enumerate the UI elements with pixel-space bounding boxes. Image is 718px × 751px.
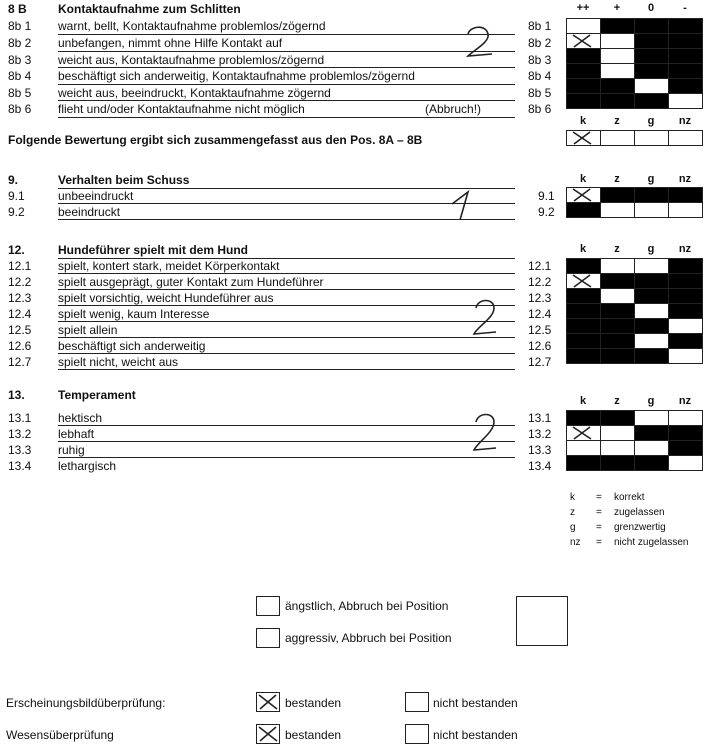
legend-key: g <box>570 522 576 533</box>
col-header: g <box>647 243 655 255</box>
row-num: 12.7 <box>8 355 32 369</box>
row-num-right: 12.3 <box>528 291 552 305</box>
row-num-right: 9.2 <box>538 205 555 219</box>
row-num-right: 13.1 <box>528 411 552 425</box>
col-header: k <box>579 173 587 185</box>
summary-text: Folgende Bewertung ergibt sich zusammengefasst aus den Pos. 8A – 8B <box>8 133 423 147</box>
legend-value: korrekt <box>614 492 645 503</box>
abbruch-position-box[interactable] <box>516 596 568 646</box>
checked-cell[interactable] <box>567 188 601 203</box>
col-header: z <box>614 173 620 185</box>
wesen-fail-label: nicht bestanden <box>433 728 518 742</box>
row-text: beschäftigt sich anderweitig, Kontaktaufnahme problemlos/zögernd <box>58 69 415 83</box>
result-label-erscheinungsbild: Erscheinungsbildüberprüfung: <box>6 696 166 710</box>
legend-eq: = <box>596 492 602 503</box>
section-12-title: Hundeführer spielt mit dem Hund <box>58 243 249 257</box>
legend-eq: = <box>596 507 602 518</box>
col-header: z <box>614 395 620 407</box>
col-header: - <box>683 2 687 14</box>
col-header: + <box>613 2 621 14</box>
row-text: spielt wenig, kaum Interesse <box>58 307 210 321</box>
row-text: beschäftigt sich anderweitig <box>58 339 206 353</box>
col-header: k <box>579 115 587 127</box>
section-8b-code: 8 B <box>8 2 27 16</box>
row-text: lebhaft <box>58 427 95 441</box>
row-num: 8b 1 <box>8 19 32 33</box>
handwritten-rating-8b <box>460 22 500 62</box>
row-num: 9.1 <box>8 189 25 203</box>
legend-key: z <box>570 507 575 518</box>
row-text: spielt ausgeprägt, guter Kontakt zum Hundeführer <box>58 275 324 289</box>
row-num: 8b 3 <box>8 53 32 67</box>
erscheinungsbild-pass-label: bestanden <box>285 696 342 710</box>
handwritten-rating-9 <box>440 188 480 224</box>
row-num-right: 8b 6 <box>528 102 552 116</box>
row-text: spielt allein <box>58 323 118 337</box>
col-header: nz <box>678 115 692 127</box>
col-header: ++ <box>576 2 590 14</box>
row-text: spielt nicht, weicht aus <box>58 355 179 369</box>
col-header: 0 <box>647 2 655 14</box>
handwritten-rating-13 <box>468 410 504 454</box>
checked-cell[interactable] <box>567 426 601 441</box>
result-label-wesen: Wesensüberprüfung <box>6 728 114 742</box>
row-num-right: 12.1 <box>528 259 552 273</box>
rating-grid-13 <box>566 410 703 471</box>
legend-eq: = <box>596 537 602 548</box>
section-13-title: Temperament <box>58 388 136 402</box>
row-text: lethargisch <box>58 459 117 473</box>
row-text: flieht und/oder Kontaktaufnahme nicht möglich <box>58 102 305 116</box>
erscheinungsbild-fail-checkbox[interactable] <box>405 692 429 712</box>
row-text: unbeeindruckt <box>58 189 134 203</box>
section-9-code: 9. <box>8 173 19 187</box>
row-num-right: 13.4 <box>528 459 552 473</box>
abbruch-note: (Abbruch!) <box>425 102 482 116</box>
section-12-code: 12. <box>8 243 25 257</box>
row-num-right: 9.1 <box>538 189 555 203</box>
col-header: nz <box>678 395 692 407</box>
row-text: ruhig <box>58 443 85 457</box>
col-header: nz <box>678 173 692 185</box>
checked-cell[interactable] <box>567 274 601 289</box>
handwritten-rating-12 <box>468 296 504 338</box>
col-header: nz <box>678 243 692 255</box>
summary-grid <box>566 130 703 146</box>
row-num: 12.1 <box>8 259 32 273</box>
row-num-right: 12.5 <box>528 323 552 337</box>
wesen-pass-checkbox[interactable] <box>256 724 280 744</box>
row-num: 13.1 <box>8 411 32 425</box>
row-num: 12.3 <box>8 291 32 305</box>
col-header: k <box>579 243 587 255</box>
row-num: 12.2 <box>8 275 32 289</box>
legend-eq: = <box>596 522 602 533</box>
row-text: warnt, bellt, Kontaktaufnahme problemlos/zögernd <box>58 19 326 33</box>
section-13-code: 13. <box>8 388 25 402</box>
row-num: 8b 4 <box>8 69 32 83</box>
col-header: k <box>579 395 587 407</box>
row-text: weicht aus, Kontaktaufnahme problemlos/zögernd <box>58 53 325 67</box>
row-num: 12.4 <box>8 307 32 321</box>
row-text: unbefangen, nimmt ohne Hilfe Kontakt auf <box>58 36 283 50</box>
col-header: z <box>614 243 620 255</box>
row-num-right: 8b 3 <box>528 53 552 67</box>
section-8b-title: Kontaktaufnahme zum Schlitten <box>58 2 241 16</box>
row-text: hektisch <box>58 411 103 425</box>
col-header: g <box>647 173 655 185</box>
wesen-pass-label: bestanden <box>285 728 342 742</box>
erscheinungsbild-fail-label: nicht bestanden <box>433 696 518 710</box>
row-num: 12.6 <box>8 339 32 353</box>
row-num-right: 13.3 <box>528 443 552 457</box>
aggressiv-label: aggressiv, Abbruch bei Position <box>285 631 452 645</box>
row-num: 8b 6 <box>8 102 32 116</box>
rating-grid-9 <box>566 187 703 218</box>
row-num: 8b 2 <box>8 36 32 50</box>
col-header: g <box>647 395 655 407</box>
row-num-right: 8b 1 <box>528 19 552 33</box>
row-text: beeindruckt <box>58 205 121 219</box>
row-num: 9.2 <box>8 205 25 219</box>
row-num-right: 8b 5 <box>528 86 552 100</box>
row-num-right: 13.2 <box>528 427 552 441</box>
row-num: 13.2 <box>8 427 32 441</box>
legend-value: grenzwertig <box>614 522 666 533</box>
col-header: g <box>647 115 655 127</box>
wesen-fail-checkbox[interactable] <box>405 724 429 744</box>
row-num: 13.4 <box>8 459 32 473</box>
row-text: spielt, kontert stark, meidet Körperkontakt <box>58 259 280 273</box>
rating-grid-8b <box>566 18 703 109</box>
row-num-right: 8b 2 <box>528 36 552 50</box>
angstlich-checkbox[interactable] <box>256 596 280 616</box>
row-text: spielt vorsichtig, weicht Hundeführer aus <box>58 291 274 305</box>
angstlich-label: ängstlich, Abbruch bei Position <box>285 599 449 613</box>
section-9-title: Verhalten beim Schuss <box>58 173 190 187</box>
row-num: 13.3 <box>8 443 32 457</box>
rating-grid-12 <box>566 258 703 364</box>
checked-cell[interactable] <box>567 34 601 49</box>
row-num-right: 12.6 <box>528 339 552 353</box>
row-num-right: 12.4 <box>528 307 552 321</box>
row-num-right: 12.2 <box>528 275 552 289</box>
legend-key: k <box>570 492 575 503</box>
checked-cell[interactable] <box>567 131 601 146</box>
row-num-right: 12.7 <box>528 355 552 369</box>
legend-value: nicht zugelassen <box>614 537 689 548</box>
row-num: 12.5 <box>8 323 32 337</box>
row-text: weicht aus, beeindruckt, Kontaktaufnahme zögernd <box>58 86 331 100</box>
col-header: z <box>614 115 620 127</box>
erscheinungsbild-pass-checkbox[interactable] <box>256 692 280 712</box>
legend-value: zugelassen <box>614 507 665 518</box>
row-num-right: 8b 4 <box>528 69 552 83</box>
aggressiv-checkbox[interactable] <box>256 628 280 648</box>
legend-key: nz <box>570 537 581 548</box>
row-num: 8b 5 <box>8 86 32 100</box>
